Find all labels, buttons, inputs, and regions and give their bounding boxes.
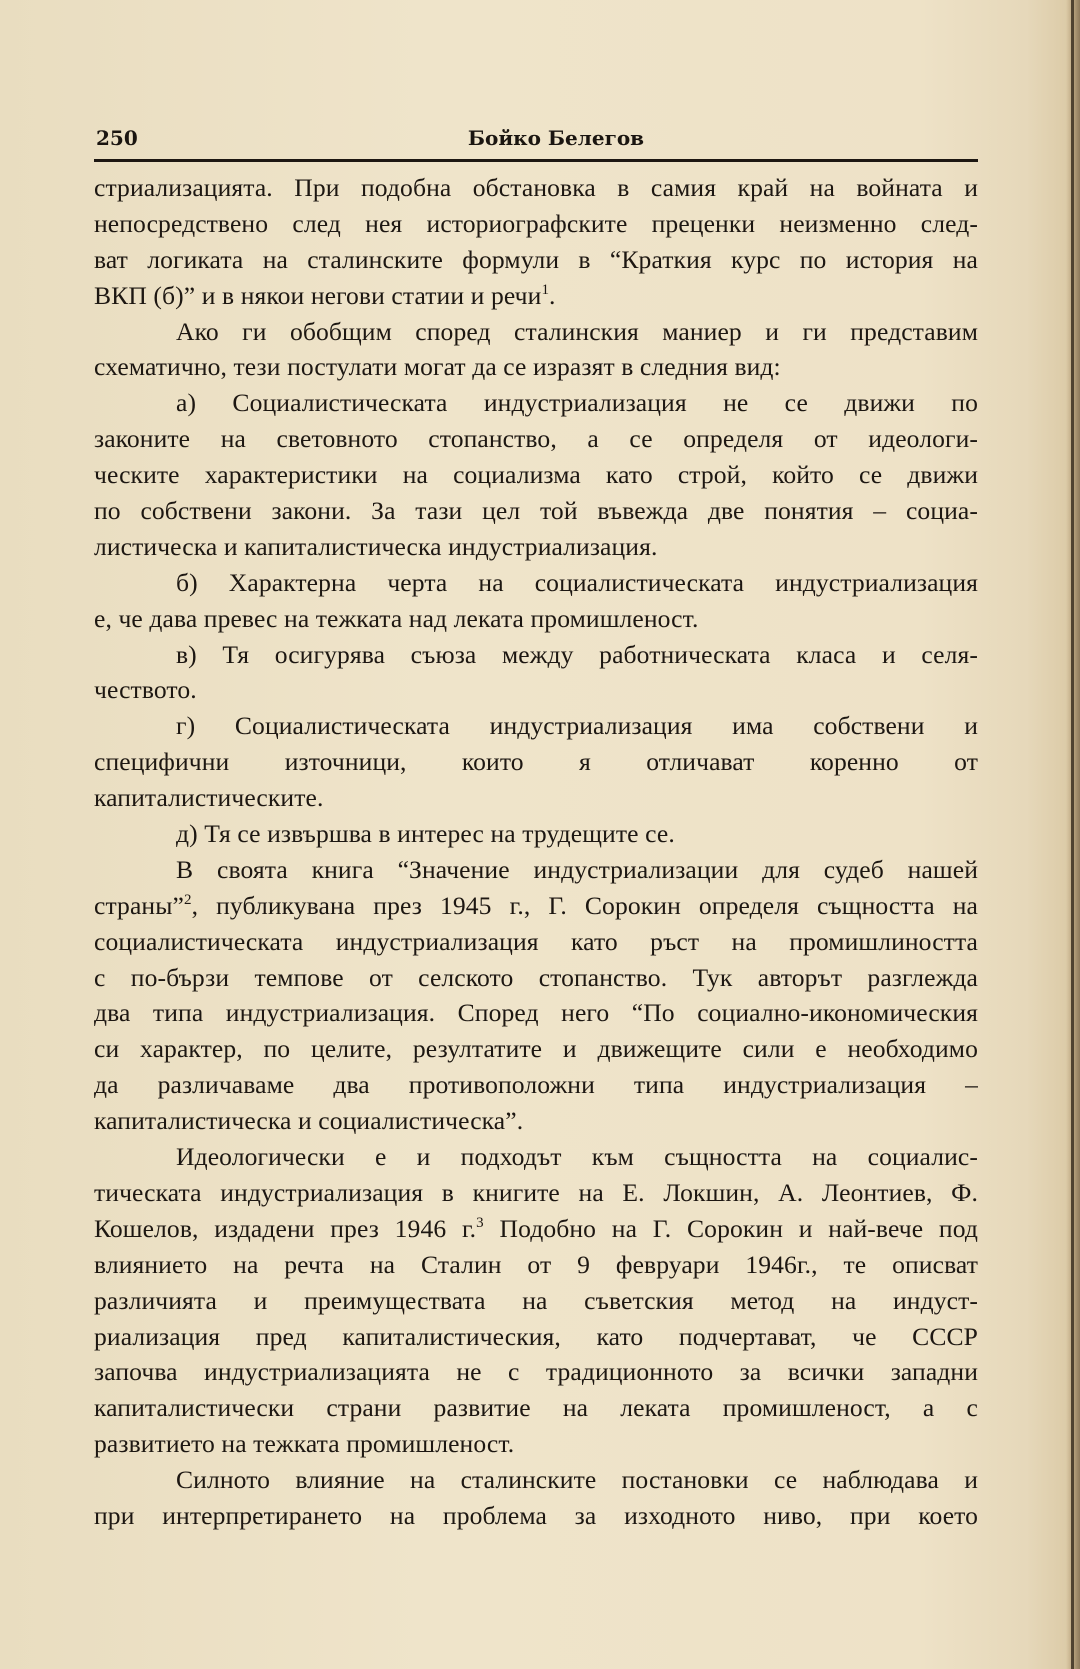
text-line-content: в) Тя осигурява съюза между работническата класа и селя- [176,639,978,669]
text-line-content: г) Социалистическата индустриализация има собствени и [176,711,978,741]
text-line [94,349,978,385]
text-line [94,457,978,493]
text-line-content: чеството. [94,675,197,705]
text-line-content: социалистическата индустриализация като ръст на промишлиността [94,926,978,956]
text-line-content: при интерпретирането на проблема за изходното ниво, при което [94,1500,978,1530]
text-line [94,1283,978,1319]
text-line-content: Ако ги обобщим според сталинския маниер и ги представим [176,316,978,346]
text-line-content: капиталистическа и социалистическа”. [94,1106,524,1136]
text-line-content: листическа и капиталистическа индустриализация. [94,531,658,561]
text-line-content: ВКП (б)” и в някои негови статии и речи [94,280,542,310]
text-line-content: б) Характерна черта на социалистическата индустриализация [176,567,978,597]
text-line [94,780,978,816]
text-line-content: непосредствено след нея историографските преценки неизменно след- [94,208,978,238]
text-line [94,421,978,457]
text-line-content: капиталистическите. [94,783,324,813]
text-line-content: специфични източници, които я отличават коренно от [94,747,978,777]
footnote-ref: 1 [541,281,550,298]
text-line [94,1175,978,1211]
text-line [94,1247,978,1283]
text-line [94,708,978,744]
page-edge-line [1071,0,1074,1669]
text-line [94,1067,978,1103]
text-line-content: по собствени закони. За тази цел той въвежда две понятия – социа- [94,496,978,526]
text-line [94,314,978,350]
text-line [94,1462,978,1498]
text-line [94,1031,978,1067]
text-line [94,601,978,637]
text-line-content: законите на световното стопанство, а се определя от идеологи- [94,424,978,454]
text-line-tail: , публикувана през 1945 г., Г. Сорокин определя същността на [191,890,978,920]
text-line [94,493,978,529]
text-line [94,816,978,852]
text-line [94,1426,978,1462]
text-line [94,1103,978,1139]
text-line-content: си характер, по целите, резултатите и движещите сили е необходимо [94,1034,978,1064]
running-header [96,126,978,156]
text-line-content: започва индустриализацията не с традиционното за всички западни [94,1357,978,1387]
text-line [94,1319,978,1355]
text-line-content: Кошелов, издадени през 1946 г. [94,1213,477,1243]
text-line-content: с по-бързи темпове от селското стопанство. Тук авторът разглежда [94,962,978,992]
text-line [94,1139,978,1175]
text-line-content: Силното влияние на сталинските постановки се наблюдава и [176,1465,978,1495]
text-line-content: стриализацията. При подобна обстановка в самия край на войната и [94,173,978,202]
body-text [94,170,978,1534]
text-line-content: Идеологически е и подходът към същността на социалис- [176,1142,978,1172]
text-line-content: ват логиката на сталинските формули в “Краткия курс по история на [94,244,978,274]
text-line-content: да различаваме два противоположни типа индустриализация – [94,1070,978,1100]
text-line-content: тическата индустриализация в книгите на Е. Локшин, А. Леонтиев, Ф. [94,1177,978,1207]
text-line [94,852,978,888]
text-line [94,744,978,780]
text-line [94,995,978,1031]
text-line [94,170,978,206]
text-line [94,1498,978,1534]
text-line [94,385,978,421]
text-line-content: развитието на тежката промишленост. [94,1429,515,1459]
header-rule [94,159,978,162]
text-line [94,242,978,278]
text-line [94,529,978,565]
text-line-content: различията и преимуществата на съветския метод на индуст- [94,1285,978,1315]
text-line [94,637,978,673]
page-number: 250 [96,126,138,150]
running-head-author: Бойко Белегов [467,126,645,150]
text-line [94,1354,978,1390]
text-line [94,206,978,242]
text-line-content: влиянието на речта на Сталин от 9 февруари 1946г., те описват [94,1249,978,1279]
text-line [94,924,978,960]
text-line [94,672,978,708]
text-line [94,1390,978,1426]
text-line-content: схематично, тези постулати могат да се изразят в следния вид: [94,352,781,382]
text-line-tail: Подобно на Г. Сорокин и най-вече под [483,1213,978,1243]
text-line [94,888,978,924]
text-line-content: капиталистически страни развитие на леката промишленост, а с [94,1393,978,1423]
text-line-content: два типа индустриализация. Според него “По социално-икономическия [94,998,978,1028]
text-line-content: ческите характеристики на социализма като строй, който се движи [94,460,978,490]
text-line-content: страны” [94,890,184,920]
text-line-tail: . [549,280,556,310]
text-line [94,278,978,314]
text-line [94,960,978,996]
text-line-content: е, че дава превес на тежката над леката промишленост. [94,603,699,633]
footnote-ref: 3 [476,1214,484,1231]
text-line-content: д) Тя се извършва в интерес на трудещите се. [176,819,675,849]
text-line-content: а) Социалистическата индустриализация не се движи по [176,388,978,418]
text-line-content: риализация пред капиталистическия, като подчертават, че СССР [94,1321,978,1351]
text-line [94,1211,978,1247]
text-line [94,565,978,601]
text-line-content: В своята книга “Значение индустриализации для судеб нашей [176,854,978,884]
footnote-ref: 2 [183,891,192,908]
